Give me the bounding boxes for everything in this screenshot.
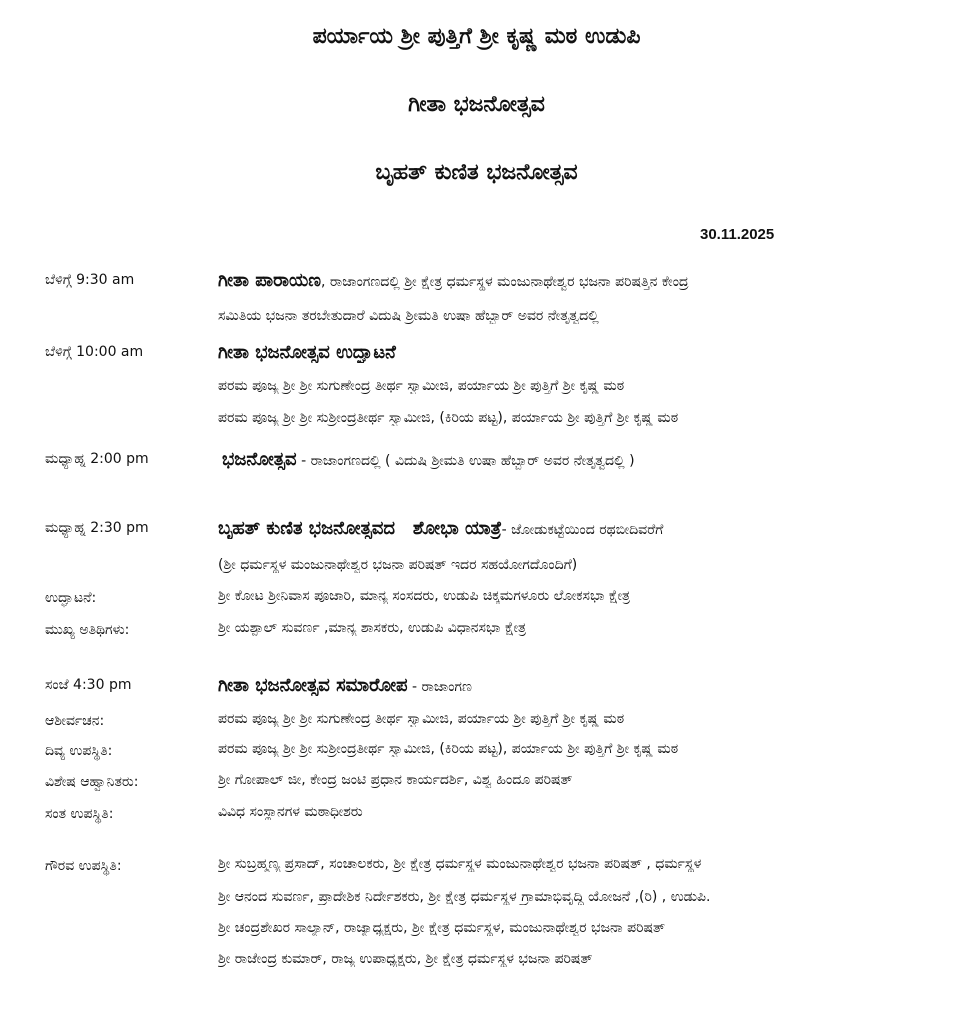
special-invitee-label: ವಿಶೇಷ ಆಹ್ವಾನಿತರು: [45, 774, 139, 790]
event-title-2: ಶೋಭಾ ಯಾತ್ರೆ [412, 518, 502, 539]
event-detail-continued: ಸಮಿತಿಯ ಭಜನಾ ತರಬೇತುದಾರೆ ವಿದುಷಿ ಶ್ರೀಮತಿ ಉಷಾ ಹೆಬ್ಬಾರ್ ಅವರ ನೇತೃತ್ವದಲ್ಲಿ [218, 308, 599, 324]
time-label: ಬೆಳಿಗ್ಗೆ 9:30 am [45, 272, 135, 288]
chief-guest-label: ಮುಖ್ಯ ಅತಿಥಿಗಳು: [45, 622, 130, 638]
time-label: ಮಧ್ಯಾಹ್ನ 2:00 pm [45, 451, 149, 467]
inauguration-label: ಉದ್ಘಾಟನೆ: [45, 590, 97, 606]
event-detail: - ಜೋಡುಕಟ್ಟೆಯಿಂದ ರಥಬೀದಿವರೆಗೆ [501, 522, 664, 538]
honor-line-4: ಶ್ರೀ ರಾಜೇಂದ್ರ ಕುಮಾರ್, ರಾಜ್ಯ ಉಪಾಧ್ಯಕ್ಷರು, ಶ್ರೀ ಕ್ಷೇತ್ರ ಧರ್ಮಸ್ಥಳ ಭಜನಾ ಪರಿಷತ್ [218, 951, 593, 967]
event-detail: - ರಾಜಾಂಗಣ [412, 679, 472, 695]
event-detail-line-2: ಪರಮ ಪೂಜ್ಯ ಶ್ರೀ ಶ್ರೀ ಸುಶ್ರೀಂದ್ರತೀರ್ಥ ಸ್ವಾಮೀಜಿ, (ಕಿರಿಯ ಪಟ್ಟ), ಪರ್ಯಾಯ ಶ್ರೀ ಪುತ್ತಿಗೆ ಶ್ರೀ ಕೃಷ್ಣ ಮಠ [218, 410, 679, 426]
event-detail-continued: (ಶ್ರೀ ಧರ್ಮಸ್ಥಳ ಮಂಜುನಾಥೇಶ್ವರ ಭಜನಾ ಪರಿಷತ್ ಇದರ ಸಹಯೋಗದೊಂದಿಗೆ) [218, 557, 578, 573]
honor-line-3: ಶ್ರೀ ಚಂದ್ರಶೇಖರ ಸಾಲ್ಯಾನ್, ರಾಜ್ಯಾಧ್ಯಕ್ಷರು, ಶ್ರೀ ಕ್ಷೇತ್ರ ಧರ್ಮಸ್ಥಳ, ಮಂಜುನಾಥೇಶ್ವರ ಭಜನಾ ಪರಿಷತ್ [218, 920, 666, 936]
event-title: ಗೀತಾ ಪಾರಾಯಣ [218, 270, 321, 291]
inauguration-value: ಶ್ರೀ ಕೋಟ ಶ್ರೀನಿವಾಸ ಪೂಜಾರಿ, ಮಾನ್ಯ ಸಂಸದರು, ಉಡುಪಿ ಚಿಕ್ಕಮಗಳೂರು ಲೋಕಸಭಾ ಕ್ಷೇತ್ರ [218, 588, 630, 604]
event-detail: - ರಾಜಾಂಗಣದಲ್ಲಿ ( ವಿದುಷಿ ಶ್ರೀಮತಿ ಉಷಾ ಹೆಬ್ಬಾರ್ ಅವರ ನೇತೃತ್ವದಲ್ಲಿ ) [301, 453, 635, 469]
time-label: ಸಂಜೆ 4:30 pm [45, 677, 132, 693]
event-title: ಗೀತಾ ಭಜನೋತ್ಸವ ಉದ್ಘಾಟನೆ [218, 342, 396, 363]
event-detail-line-1: ಪರಮ ಪೂಜ್ಯ ಶ್ರೀ ಶ್ರೀ ಸುಗುಣೇಂದ್ರ ತೀರ್ಥ ಸ್ವಾಮೀಜಿ, ಪರ್ಯಾಯ ಶ್ರೀ ಪುತ್ತಿಗೆ ಶ್ರೀ ಕೃಷ್ಣ ಮಠ [218, 378, 625, 394]
special-invitee-value: ಶ್ರೀ ಗೋಪಾಲ್ ಜೀ, ಕೇಂದ್ರ ಜಂಟಿ ಪ್ರಧಾನ ಕಾರ್ಯದರ್ಶಿ, ವಿಶ್ವ ಹಿಂದೂ ಪರಿಷತ್ [218, 772, 573, 788]
divine-presence-label: ದಿವ್ಯ ಉಪಸ್ಥಿತಿ: [45, 743, 113, 759]
event-title: ಗೀತಾ ಭಜನೋತ್ಸವ ಸಮಾರೋಪ [218, 675, 408, 696]
event-title: ಭಜನೋತ್ಸವ [222, 449, 297, 470]
time-label: ಬೆಳಿಗ್ಗೆ 10:00 am [45, 344, 144, 360]
honor-line-1: ಶ್ರೀ ಸುಬ್ರಹ್ಮಣ್ಯ ಪ್ರಸಾದ್, ಸಂಚಾಲಕರು, ಶ್ರೀ ಕ್ಷೇತ್ರ ಧರ್ಮಸ್ಥಳ ಮಂಜುನಾಥೇಶ್ವರ ಭಜನಾ ಪರಿಷತ್ , ಧರ್ಮಸ್ಥಳ [218, 856, 702, 872]
title-line-1: ಪರ್ಯಾಯ ಶ್ರೀ ಪುತ್ತಿಗೆ ಶ್ರೀ ಕೃಷ್ಣ ಮಠ ಉಡುಪಿ [312, 24, 641, 49]
honor-presence-label: ಗೌರವ ಉಪಸ್ಥಿತಿ: [45, 858, 122, 874]
title-line-3: ಬೃಹತ್ ಕುಣಿತ ಭಜನೋತ್ಸವ [375, 160, 578, 185]
title-line-2: ಗೀತಾ ಭಜನೋತ್ಸವ [408, 92, 545, 117]
event-detail: , ರಾಜಾಂಗಣದಲ್ಲಿ ಶ್ರೀ ಕ್ಷೇತ್ರ ಧರ್ಮಸ್ಥಳ ಮಂಜುನಾಥೇಶ್ವರ ಭಜನಾ ಪರಿಷತ್ತಿನ ಕೇಂದ್ರ [321, 274, 689, 290]
event-title: ಬೃಹತ್ ಕುಣಿತ ಭಜನೋತ್ಸವದ [218, 518, 396, 539]
honor-line-2: ಶ್ರೀ ಆನಂದ ಸುವರ್ಣ, ಪ್ರಾದೇಶಿಕ ನಿರ್ದೇಶಕರು, ಶ್ರೀ ಕ್ಷೇತ್ರ ಧರ್ಮಸ್ಥಳ ಗ್ರಾಮಾಭಿವೃದ್ಧಿ ಯೋಜನೆ ,(ರಿ) , ಉಡುಪಿ. [218, 889, 711, 905]
event-date: 30.11.2025 [700, 226, 775, 243]
saint-presence-value: ವಿವಿಧ ಸಂಸ್ಥಾನಗಳ ಮಠಾಧೀಶರು [218, 804, 363, 820]
saint-presence-label: ಸಂತ ಉಪಸ್ಥಿತಿ: [45, 806, 114, 822]
blessing-value: ಪರಮ ಪೂಜ್ಯ ಶ್ರೀ ಶ್ರೀ ಸುಗುಣೇಂದ್ರ ತೀರ್ಥ ಸ್ವಾಮೀಜಿ, ಪರ್ಯಾಯ ಶ್ರೀ ಪುತ್ತಿಗೆ ಶ್ರೀ ಕೃಷ್ಣ ಮಠ [218, 711, 625, 727]
divine-presence-value: ಪರಮ ಪೂಜ್ಯ ಶ್ರೀ ಶ್ರೀ ಸುಶ್ರೀಂದ್ರತೀರ್ಥ ಸ್ವಾಮೀಜಿ, (ಕಿರಿಯ ಪಟ್ಟ), ಪರ್ಯಾಯ ಶ್ರೀ ಪುತ್ತಿಗೆ ಶ್ರೀ ಕೃಷ್ಣ ಮಠ [218, 741, 679, 757]
time-label: ಮಧ್ಯಾಹ್ನ 2:30 pm [45, 520, 149, 536]
blessing-label: ಆಶೀರ್ವಚನ: [45, 713, 105, 729]
chief-guest-value: ಶ್ರೀ ಯಶ್ಪಾಲ್ ಸುವರ್ಣ ,ಮಾನ್ಯ ಶಾಸಕರು, ಉಡುಪಿ ವಿಧಾನಸಭಾ ಕ್ಷೇತ್ರ [218, 620, 527, 636]
